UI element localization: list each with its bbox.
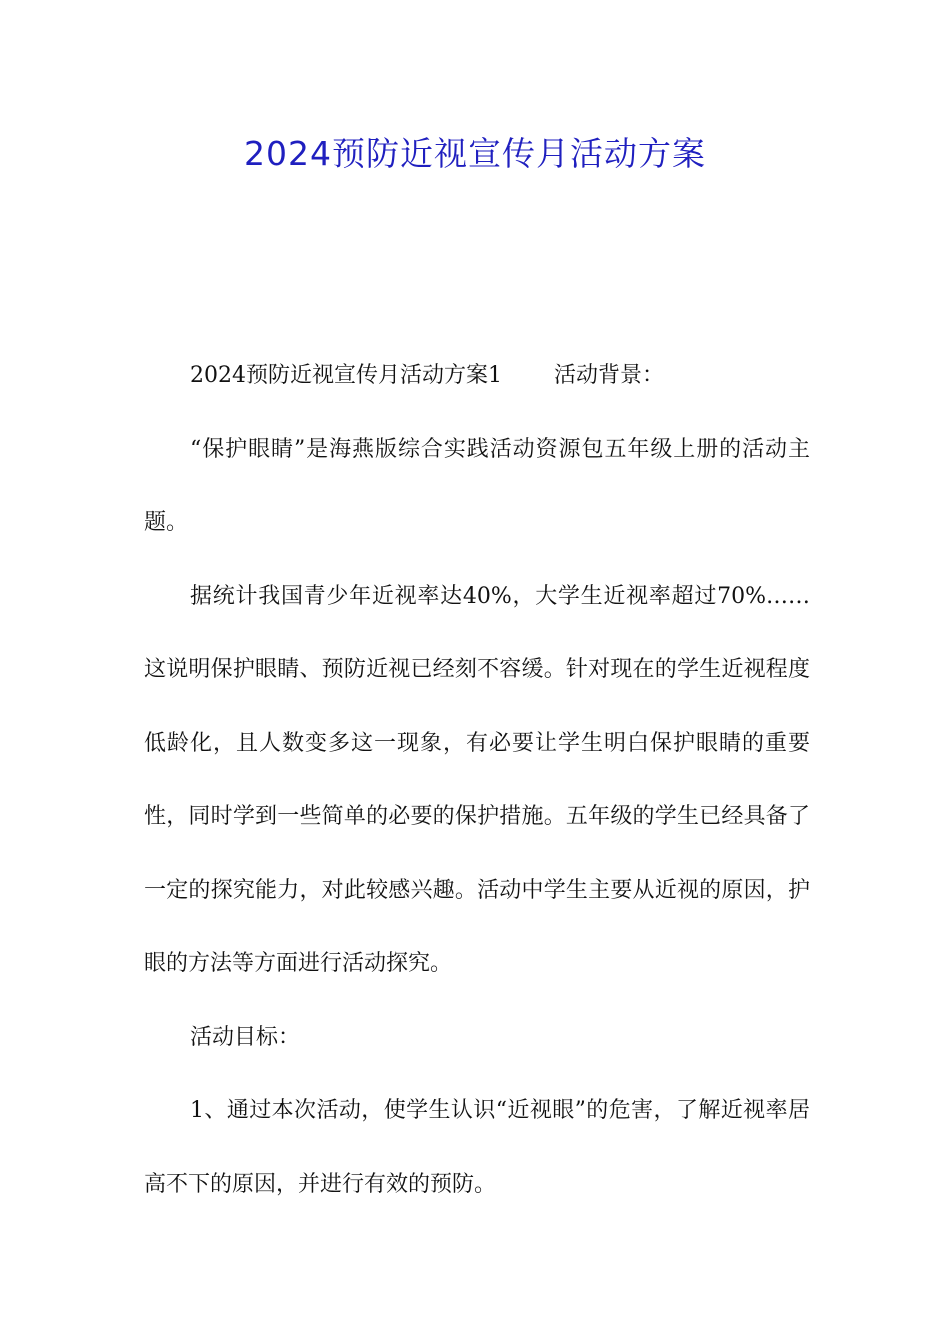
paragraph-theme: “保护眼睛”是海燕版综合实践活动资源包五年级上册的活动主题。 [144, 436, 810, 535]
document-title: 2024预防近视宣传月活动方案 [244, 134, 706, 173]
plan-subtitle: 2024预防近视宣传月活动方案1 [190, 363, 502, 388]
paragraph-goal-1: 1、通过本次活动，使学生认识“近视眼”的危害，了解近视率居高不下的原因，并进行有效的预防。 [144, 1098, 810, 1197]
section-heading-goals: 活动目标： [190, 1024, 301, 1050]
heading-line [144, 339, 810, 413]
section-heading-background: 活动背景： [554, 363, 665, 388]
document-body [144, 339, 810, 1221]
paragraph-statistics: 据统计我国青少年近视率达40%，大学生近视率超过70%……这说明保护眼睛、预防近视已经刻不容缓。针对现在的学生近视程度低龄化，且人数变多这一现象，有必要让学生明白保护眼睛的重要性，同时学到一些简单的必要的保护措施。五年级的学生已经具备了一定的探究能力，对此较感兴趣。活动中学生主要从近视的原因，护眼的方法等方面进行活动探究。 [144, 583, 810, 976]
